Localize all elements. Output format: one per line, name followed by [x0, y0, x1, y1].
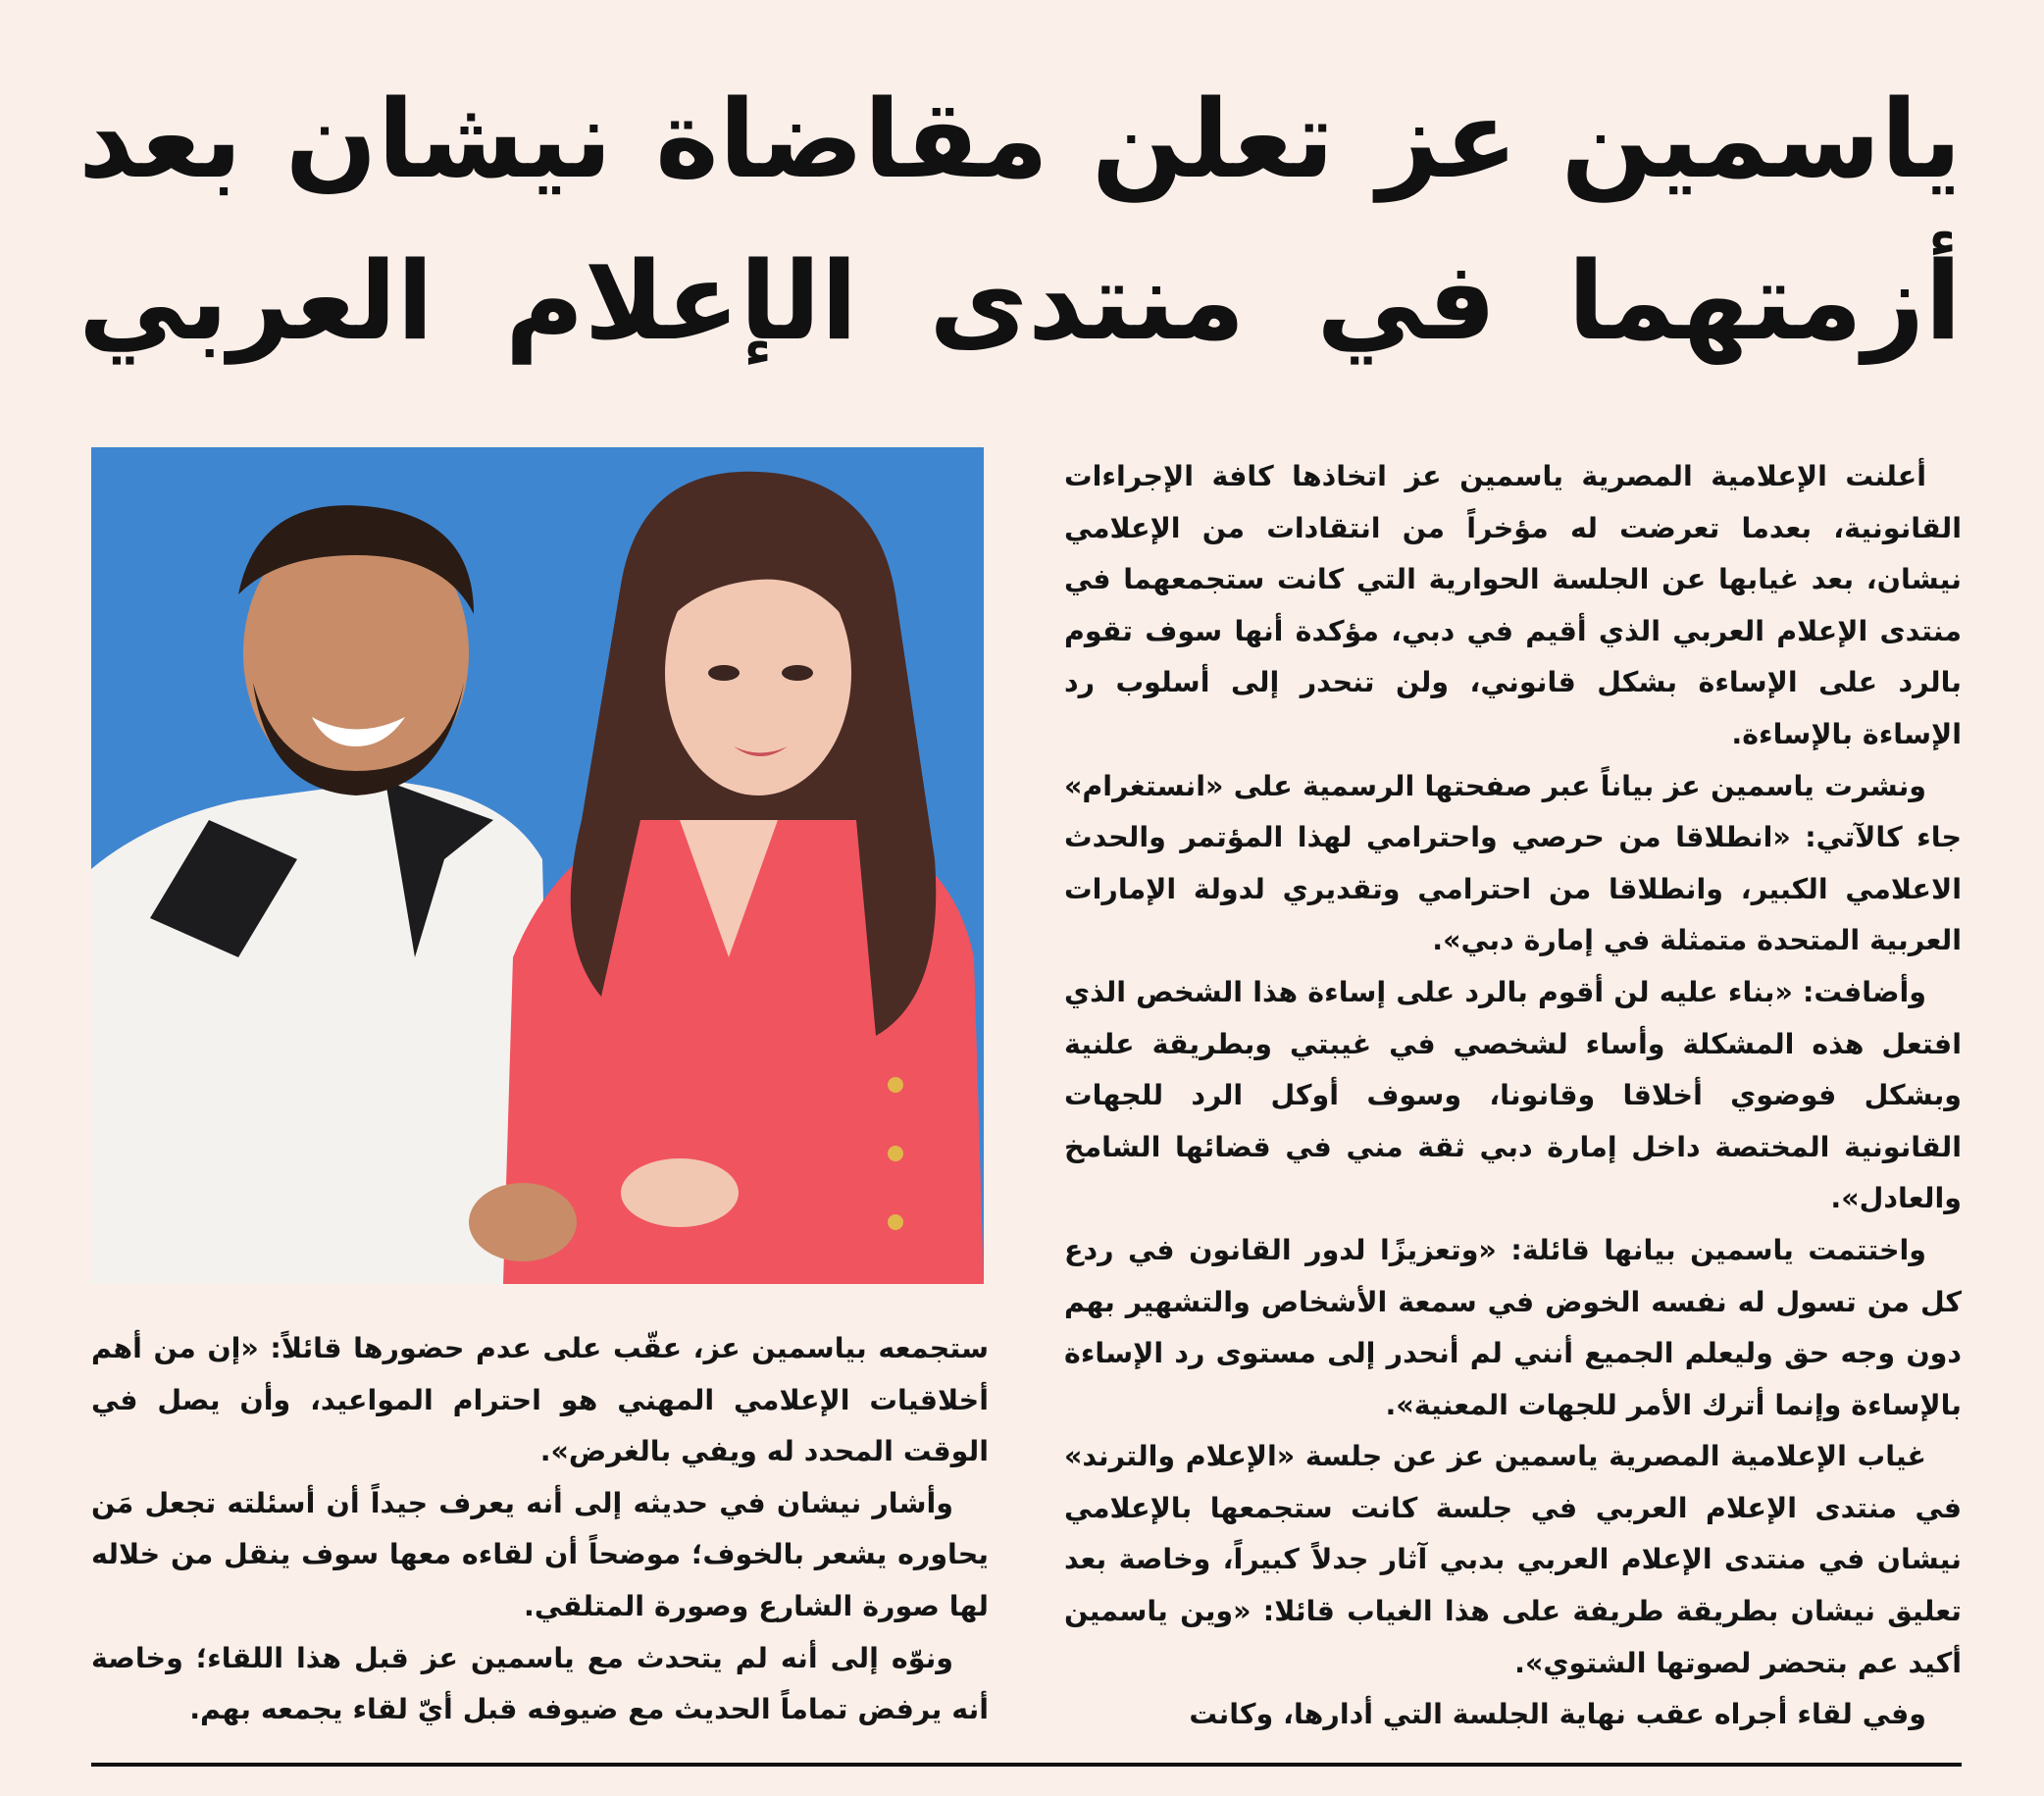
bottom-rule [91, 1763, 1962, 1767]
article-paragraph: وفي لقاء أجراه عقب نهاية الجلسة التي أدارها، وكانت [1189, 1698, 1926, 1731]
article-column-left [91, 1323, 989, 1736]
headline-line-1: ياسمين عز تعلن مقاضاة نيشان بعد [78, 77, 1962, 202]
article-paragraph: ونشرت ياسمين عز بياناً عبر صفحتها الرسمية على «انستغرام» جاء كالآتي: «انطلاقا من حرصي واحترامي لهذا المؤتمر والحدث الاعلامي الكبير، وانطلاقا من احترامي وتقديري لدولة الإمارات العربية المتحدة متمثلة في إمارة دبي». [1064, 769, 1962, 957]
headline-line-2: أزمتهما في منتدى الإعلام العربي [78, 238, 1962, 364]
article-paragraph: واختتمت ياسمين بيانها قائلة: «وتعزيزًا لدور القانون في ردع كل من تسول له نفسه الخوض في سمعة الأشخاص والتشهير بهم دون وجه حق وليعلم الجميع أنني لم أنحدر إلى مستوى رد الإساءة بالإساءة وإنما أترك الأمر للجهات المعنية». [1064, 1233, 1962, 1421]
article-paragraph: وأشار نيشان في حديثه إلى أنه يعرف جيداً أن أسئلته تجعل مَن يحاوره يشعر بالخوف؛ موضحاً أن لقاءه معها سوف ينقل من خلاله لها صورة الشارع وصورة المتلقي. [91, 1486, 989, 1622]
article-paragraph: وأضافت: «بناء عليه لن أقوم بالرد على إساءة هذا الشخص الذي افتعل هذه المشكلة وأساء لشخصي في غيبتي وبطريقة علنية وبشكل فوضوي أخلاقا وقانونا، وسوف أوكل الرد للجهات القانونية المختصة داخل إمارة دبي ثقة مني في قضائها الشامخ والعادل». [1064, 975, 1962, 1215]
article-paragraph: أعلنت الإعلامية المصرية ياسمين عز اتخاذها كافة الإجراءات القانونية، بعدما تعرضت له مؤخراً من انتقادات من الإعلامي نيشان، بعد غيابها عن الجلسة الحوارية التي كانت ستجمعهما في منتدى الإعلام العربي الذي أقيم في دبي، مؤكدة أنها سوف تقوم بالرد على الإساءة بشكل قانوني، ولن تنحدر إلى أسلوب رد الإساءة بالإساءة. [1064, 460, 1962, 750]
article-photo [91, 447, 984, 1284]
article-paragraph: ونوّه إلى أنه لم يتحدث مع ياسمين عز قبل هذا اللقاء؛ وخاصة أنه يرفض تماماً الحديث مع ضيوفه قبل أيّ لقاء يجمعه بهم. [91, 1641, 989, 1726]
article-column-right [1064, 451, 1962, 1741]
headline [78, 59, 1962, 383]
photo-illustration [91, 447, 984, 1284]
article-paragraph: غياب الإعلامية المصرية ياسمين عز عن جلسة «الإعلام والترند» في منتدى الإعلام العربي في جلسة كانت ستجمعها بالإعلامي نيشان في منتدى الإعلام العربي بدبي آثار جدلاً كبيراً، وخاصة بعد تعليق نيشان بطريقة طريفة على هذا الغياب قائلا: «وين ياسمين أكيد عم بتحضر لصوتها الشتوي». [1064, 1440, 1962, 1679]
article-paragraph: ستجمعه بياسمين عز، عقّب على عدم حضورها قائلاً: «إن من أهم أخلاقيات الإعلامي المهني هو احترام المواعيد، وأن يصل في الوقت المحدد له ويفي بالغرض». [91, 1332, 989, 1468]
